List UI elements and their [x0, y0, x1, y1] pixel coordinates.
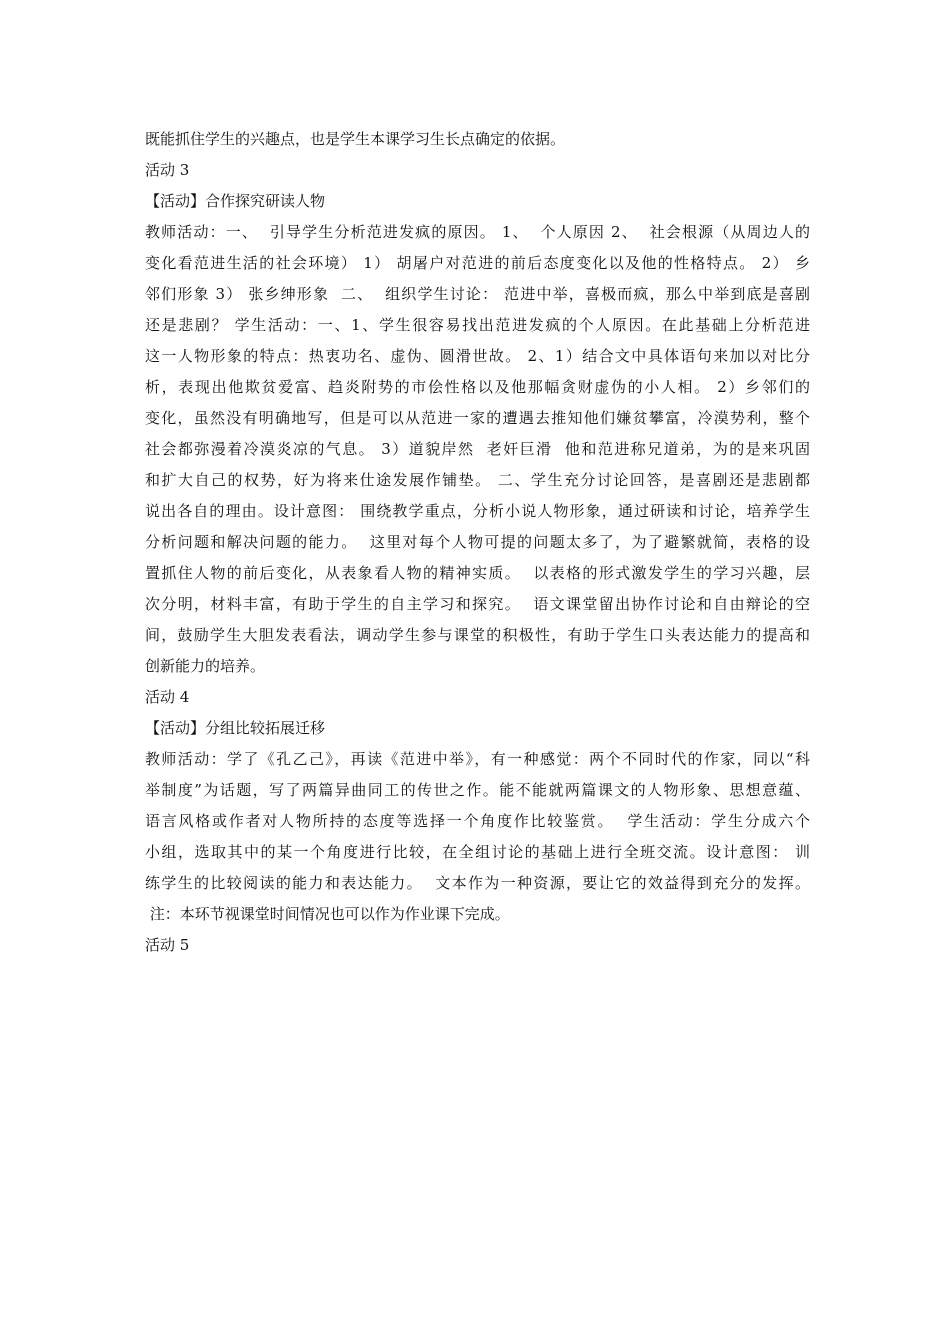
paragraph-line: 既能抓住学生的兴趣点，也是学生本课学习生长点确定的依据。 [145, 130, 566, 148]
paragraph-line: 练学生的比较阅读的能力和表达能力。 文本作为一种资源，要让它的效益得到充分的发挥。 [145, 874, 810, 892]
paragraph-line: 语言风格或作者对人物所持的态度等选择一个角度作比较鉴赏。 学生活动：学生分成六个 [145, 812, 810, 830]
paragraph-line: 变化看范进生活的社会环境） 1） 胡屠户对范进的前后态度变化以及他的性格特点。 2） 乡 [145, 254, 810, 272]
paragraph-line: 举制度”为话题，写了两篇异曲同工的传世之作。能不能就两篇课文的人物形象、思想意蕴、 [145, 781, 810, 799]
paragraph-line: 间，鼓励学生大胆发表看法，调动学生参与课堂的积极性，有助于学生口头表达能力的提高和 [145, 626, 810, 644]
activity-heading: 活动 4 [145, 688, 190, 706]
paragraph-line: 邻们形象 3） 张乡绅形象 二、 组织学生讨论： 范进中举，喜极而疯，那么中举到底是喜剧 [145, 285, 810, 303]
paragraph-line: 置抓住人物的前后变化，从表象看人物的精神实质。 以表格的形式激发学生的学习兴趣，层 [145, 564, 810, 582]
paragraph-line: 社会都弥漫着冷漠炎凉的气息。 3）道貌岸然 老奸巨滑 他和范进称兄道弟，为的是来巩固 [145, 440, 810, 458]
paragraph-line: 创新能力的培养。 [145, 657, 266, 675]
paragraph-line: 说出各自的理由。设计意图： 围绕教学重点，分析小说人物形象，通过研读和讨论，培养学生 [145, 502, 810, 520]
paragraph-line: 次分明，材料丰富，有助于学生的自主学习和探究。 语文课堂留出协作讨论和自由辩论的空 [145, 595, 810, 613]
note-line: 注：本环节视课堂时间情况也可以作为作业课下完成。 [145, 905, 510, 923]
paragraph-line: 小组，选取其中的某一个角度进行比较，在全组讨论的基础上进行全班交流。设计意图： 训 [145, 843, 810, 861]
paragraph-line: 这一人物形象的特点：热衷功名、虚伪、圆滑世故。 2、1）结合文中具体语句来加以对比分 [145, 347, 810, 365]
activity-title: 【活动】分组比较拓展迁移 [145, 719, 326, 737]
paragraph-line: 分析问题和解决问题的能力。 这里对每个人物可提的问题太多了，为了避繁就简，表格的设 [145, 533, 810, 551]
paragraph-line: 还是悲剧？ 学生活动：一、1、学生很容易找出范进发疯的个人原因。在此基础上分析范进 [145, 316, 810, 334]
activity-heading: 活动 3 [145, 161, 190, 179]
paragraph-line: 和扩大自己的权势，好为将来仕途发展作铺垫。 二、学生充分讨论回答，是喜剧还是悲剧都 [145, 471, 810, 489]
activity-heading: 活动 5 [145, 936, 190, 954]
activity-title: 【活动】合作探究研读人物 [145, 192, 326, 210]
paragraph-line: 教师活动：一、 引导学生分析范进发疯的原因。 1、 个人原因 2、 社会根源（从周边人的 [145, 223, 810, 241]
paragraph-line: 变化，虽然没有明确地写，但是可以从范进一家的遭遇去推知他们嫌贫攀富，冷漠势利，整个 [145, 409, 810, 427]
paragraph-line: 析，表现出他欺贫爱富、趋炎附势的市侩性格以及他那幅贪财虚伪的小人相。 2）乡邻们的 [145, 378, 810, 396]
document-body [145, 124, 810, 961]
paragraph-line: 教师活动：学了《孔乙己》，再读《范进中举》，有一种感觉：两个不同时代的作家，同以“科 [145, 750, 810, 768]
